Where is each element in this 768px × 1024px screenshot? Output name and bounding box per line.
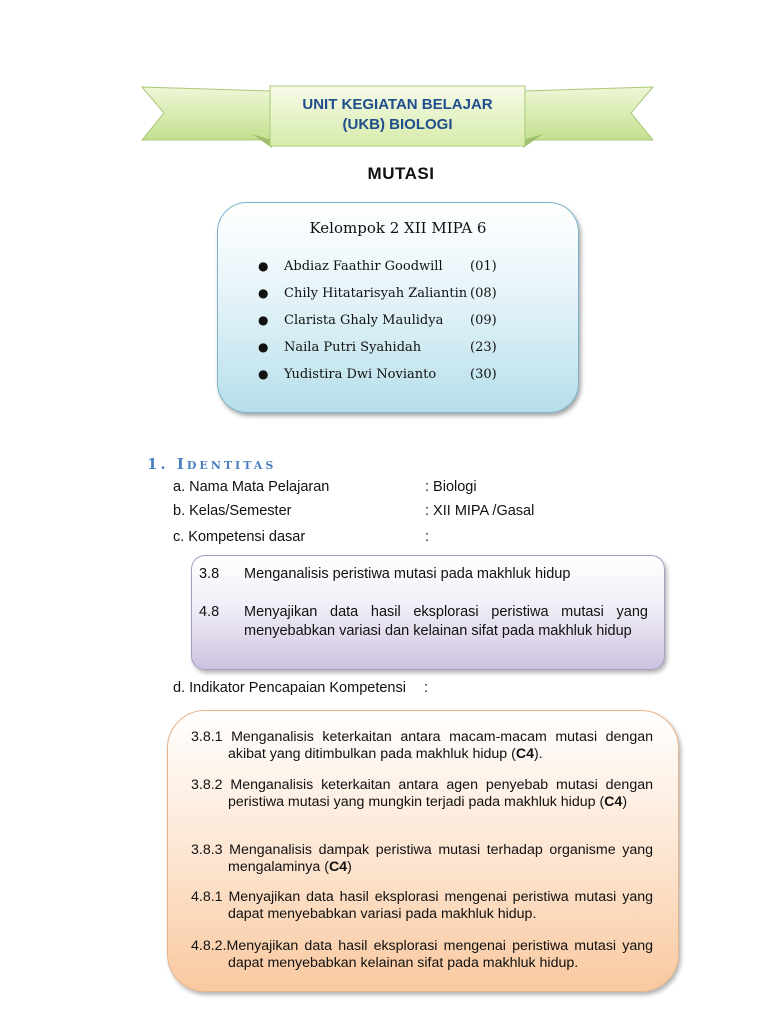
banner-line-2: (UKB) BIOLOGI <box>342 116 453 133</box>
member-list <box>258 259 510 394</box>
indicator-box <box>167 710 679 992</box>
row-label: d. Indikator Pencapaian Kompetensi <box>173 680 406 696</box>
row-colon: : <box>424 680 429 696</box>
banner-line-1: UNIT KEGIATAN BELAJAR <box>302 96 493 113</box>
indicator-item <box>191 842 653 876</box>
row-value: : Biologi <box>425 479 477 495</box>
bullet-icon: ● <box>258 286 269 300</box>
row-label: b. Kelas/Semester <box>173 503 292 519</box>
indicator-level: C4 <box>604 794 623 810</box>
competency-item <box>199 603 648 641</box>
member-number: (23) <box>470 340 497 355</box>
row-value: : XII MIPA /Gasal <box>425 503 535 519</box>
member-name: Abdiaz Faathir Goodwill <box>284 259 443 274</box>
indicator-item <box>191 889 653 923</box>
competency-box <box>191 555 665 670</box>
indicator-item <box>191 938 653 972</box>
indicator-text: 4.8.1 Menyajikan data hasil eksplorasi mengenai peristiwa mutasi yang dapat menyebabkan variasi pada makhluk hidup. <box>191 889 653 922</box>
member-number: (01) <box>470 259 497 274</box>
bullet-icon: ● <box>258 367 269 381</box>
member-name: Yudistira Dwi Novianto <box>284 367 437 382</box>
indicator-level: C4 <box>328 859 348 875</box>
indicator-suffix: ). <box>534 746 543 762</box>
member-number: (30) <box>470 367 497 382</box>
member-name: Chily Hitatarisyah Zaliantin <box>284 286 468 301</box>
section-heading-identitas: 1. Identitas <box>147 455 277 473</box>
list-item <box>258 340 510 367</box>
competency-code: 4.8 <box>199 604 220 620</box>
banner-title <box>270 95 525 135</box>
bullet-icon: ● <box>258 340 269 354</box>
group-title: Kelompok 2 XII MIPA 6 <box>309 219 487 237</box>
list-item <box>258 259 510 286</box>
member-number: (08) <box>470 286 497 301</box>
competency-item <box>199 565 648 584</box>
member-number: (09) <box>470 313 497 328</box>
row-label: a. Nama Mata Pelajaran <box>173 479 330 495</box>
bullet-icon: ● <box>258 259 269 273</box>
indicator-text: 4.8.2.Menyajikan data hasil eksplorasi mengenai peristiwa mutasi yang dapat menyebabkan kelainan sifat pada makhluk hidup. <box>191 938 653 971</box>
bullet-icon: ● <box>258 313 269 327</box>
indicator-suffix: ) <box>347 859 352 875</box>
member-name: Clarista Ghaly Maulidya <box>284 313 444 328</box>
list-item <box>258 313 510 340</box>
competency-text: Menganalisis peristiwa mutasi pada makhluk hidup <box>244 566 571 582</box>
indicator-level: C4 <box>515 746 535 762</box>
list-item <box>258 286 510 313</box>
indicator-text: 3.8.2 Menganalisis keterkaitan antara agen penyebab mutasi dengan peristiwa mutasi yang mungkin terjadi pada makhluk hidup ( <box>191 777 653 810</box>
row-value: : <box>425 529 430 545</box>
indicator-item <box>191 729 653 763</box>
row-label: c. Kompetensi dasar <box>173 529 306 545</box>
member-name: Naila Putri Syahidah <box>284 340 422 355</box>
indicator-text: 3.8.3 Menganalisis dampak peristiwa mutasi terhadap organisme yang mengalaminya ( <box>191 842 653 875</box>
list-item <box>258 367 510 394</box>
indicator-suffix: ) <box>622 794 628 810</box>
competency-code: 3.8 <box>199 566 220 582</box>
indicator-text: 3.8.1 Menganalisis keterkaitan antara macam-macam mutasi dengan akibat yang ditimbulkan pada makhluk hidup ( <box>191 729 653 762</box>
indicator-item <box>191 777 653 811</box>
competency-text: Menyajikan data hasil eksplorasi peristiwa mutasi yang menyebabkan variasi dan kelainan sifat pada makhluk hidup <box>244 604 648 639</box>
group-box <box>217 202 579 413</box>
document-title: MUTASI <box>367 164 435 183</box>
